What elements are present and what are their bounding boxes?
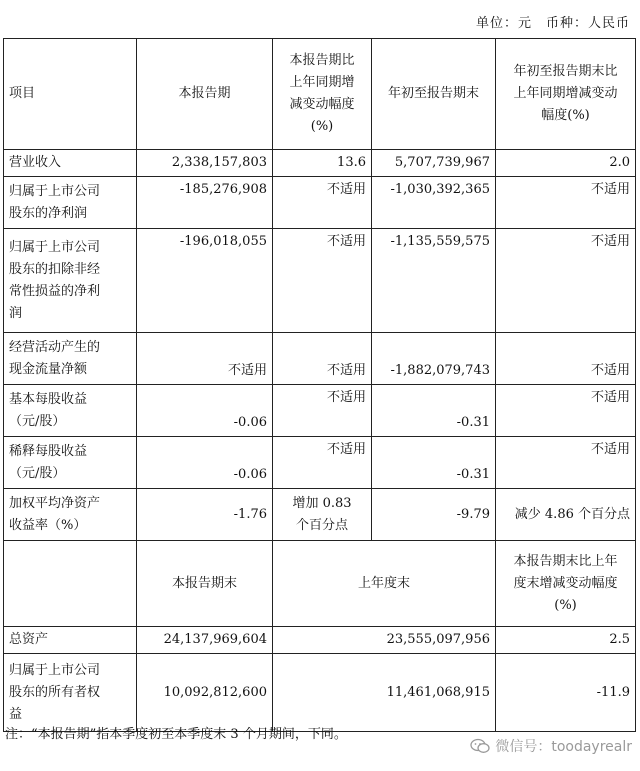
row-balance-change: -11.9 [496, 654, 636, 732]
table-row [4, 627, 636, 654]
balance-header-blank [4, 541, 137, 627]
row-item-label: 归属于上市公司 股东的所有者权 益 [4, 654, 137, 732]
unit-currency-line: 单位：元 币种：人民币 [475, 16, 630, 31]
table-row [4, 177, 636, 229]
header-balance-change: 本报告期末比上年 度末增减变动幅度 (%) [496, 541, 636, 627]
row-ytd-change: 不适用 [496, 385, 636, 437]
row-item-label: 归属于上市公司 股东的扣除非经 常性损益的净利 润 [4, 229, 137, 333]
table-row [4, 333, 636, 385]
balance-header-row [4, 541, 636, 627]
row-ytd-value: -9.79 [372, 489, 496, 541]
row-ytd-value: -1,030,392,365 [372, 177, 496, 229]
row-current-value: -0.06 [137, 437, 273, 489]
row-ytd-change: 不适用 [496, 229, 636, 333]
row-ytd-value: -1,882,079,743 [372, 333, 496, 385]
watermark-text: 微信号：toodayrealr [495, 739, 632, 755]
financial-data-table [3, 38, 636, 732]
row-ytd-value: -0.31 [372, 437, 496, 489]
row-ytd-value: -1,135,559,575 [372, 229, 496, 333]
row-item-label: 基本每股收益 （元/股） [4, 385, 137, 437]
table-row [4, 229, 636, 333]
row-ytd-change: 减少 4.86 个百分点 [496, 489, 636, 541]
row-current-value: -1.76 [137, 489, 273, 541]
header-current-period: 本报告期 [137, 39, 273, 150]
row-current-change: 增加 0.83 个百分点 [273, 489, 372, 541]
row-last-year-end-value: 23,555,097,956 [273, 627, 496, 654]
row-current-value: -0.06 [137, 385, 273, 437]
row-item-label: 加权平均净资产 收益率（%） [4, 489, 137, 541]
wechat-icon [470, 738, 490, 754]
table-header-row [4, 39, 636, 150]
row-current-change: 不适用 [273, 177, 372, 229]
row-ytd-change: 不适用 [496, 333, 636, 385]
row-current-change: 不适用 [273, 385, 372, 437]
row-item-label: 总资产 [4, 627, 137, 654]
footnote: 注：“本报告期”指本季度初至本季度末 3 个月期间，下同。 [5, 727, 347, 742]
row-period-end-value: 10,092,812,600 [137, 654, 273, 732]
row-item-label: 经营活动产生的 现金流量净额 [4, 333, 137, 385]
table-row [4, 385, 636, 437]
row-current-change: 13.6 [273, 150, 372, 177]
row-ytd-value: 5,707,739,967 [372, 150, 496, 177]
row-ytd-change: 不适用 [496, 437, 636, 489]
header-last-year-end: 上年度末 [273, 541, 496, 627]
row-item-label: 稀释每股收益 （元/股） [4, 437, 137, 489]
row-current-value: 不适用 [137, 333, 273, 385]
header-period-end: 本报告期末 [137, 541, 273, 627]
row-item-label: 营业收入 [4, 150, 137, 177]
table-row [4, 437, 636, 489]
row-current-change: 不适用 [273, 437, 372, 489]
row-ytd-change: 2.0 [496, 150, 636, 177]
row-last-year-end-value: 11,461,068,915 [273, 654, 496, 732]
wechat-watermark [470, 736, 632, 756]
header-ytd: 年初至报告期末 [372, 39, 496, 150]
row-current-value: -196,018,055 [137, 229, 273, 333]
header-item: 项目 [4, 39, 137, 150]
row-current-change: 不适用 [273, 229, 372, 333]
row-current-value: -185,276,908 [137, 177, 273, 229]
row-period-end-value: 24,137,969,604 [137, 627, 273, 654]
row-ytd-value: -0.31 [372, 385, 496, 437]
row-item-label: 归属于上市公司 股东的净利润 [4, 177, 137, 229]
row-current-value: 2,338,157,803 [137, 150, 273, 177]
table-row [4, 489, 636, 541]
row-balance-change: 2.5 [496, 627, 636, 654]
header-current-change: 本报告期比 上年同期增 减变动幅度 (%) [273, 39, 372, 150]
header-ytd-change: 年初至报告期末比 上年同期增减变动 幅度(%) [496, 39, 636, 150]
table-row [4, 654, 636, 732]
row-ytd-change: 不适用 [496, 177, 636, 229]
row-current-change: 不适用 [273, 333, 372, 385]
table-row [4, 150, 636, 177]
